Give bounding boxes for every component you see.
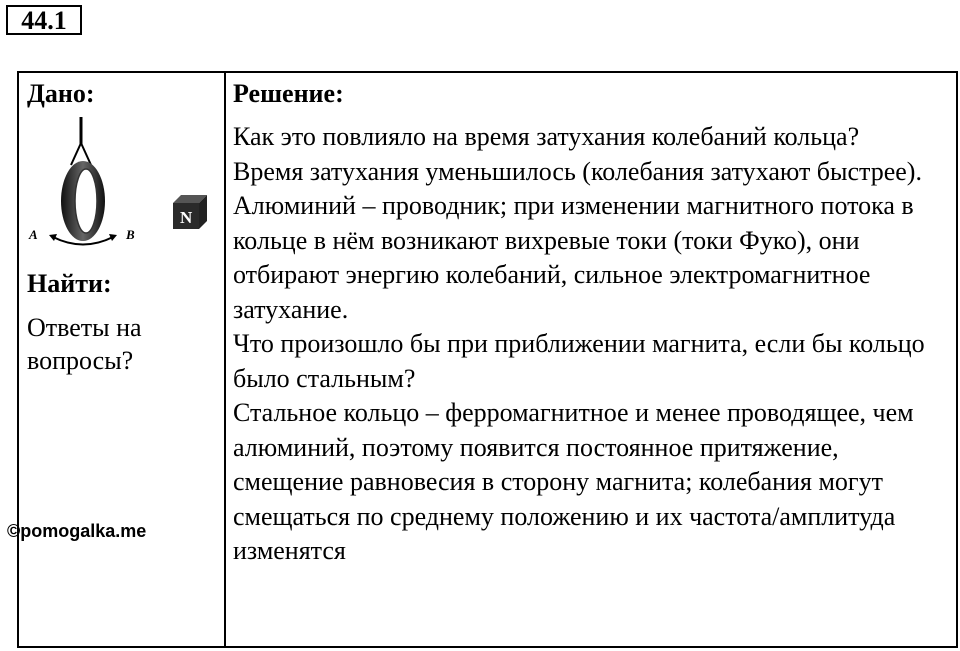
watermark: ©pomogalka.me bbox=[7, 521, 147, 541]
column-divider bbox=[224, 73, 226, 646]
solution-table bbox=[7, 71, 958, 648]
solution-body bbox=[233, 120, 938, 569]
point-b-label: B bbox=[126, 227, 135, 242]
given-column bbox=[7, 73, 224, 646]
find-heading: Найти: bbox=[27, 269, 112, 298]
find-text: Ответы на вопросы? bbox=[27, 313, 142, 375]
answer-2: Стальное кольцо – ферромагнитное и менее проводящее, чем алюминий, поэтому появится постоянное притяжение, смещение равновесия в сторону магнита; колебания могут смещаться по среднему положению и их частота/амплитуда изменятся bbox=[233, 398, 914, 565]
magnet-pole-label: N bbox=[180, 208, 193, 227]
aluminium-ring bbox=[61, 161, 105, 241]
question-1: Как это повлияло на время затухания колебаний кольца? bbox=[233, 122, 860, 151]
solution-heading: Решение: bbox=[233, 79, 344, 108]
given-heading: Дано: bbox=[27, 79, 95, 108]
solution-column bbox=[233, 73, 948, 646]
question-2: Что произошло бы при приближении магнита, если бы кольцо было стальным? bbox=[233, 329, 925, 393]
answer-1: Время затухания уменьшилось (колебания затухают быстрее). Алюминий – проводник; при изменении магнитного потока в кольце в нём возникают вихревые токи (токи Фуко), они отбирают энергию колебаний, сильное электромагнитное затухание. bbox=[233, 156, 922, 324]
magnet-cube bbox=[173, 195, 207, 229]
point-a-label: A bbox=[29, 227, 38, 242]
ring-pendulum-figure bbox=[23, 117, 218, 257]
task-number: 44.1 bbox=[6, 5, 82, 35]
suspension-threads bbox=[71, 117, 91, 165]
